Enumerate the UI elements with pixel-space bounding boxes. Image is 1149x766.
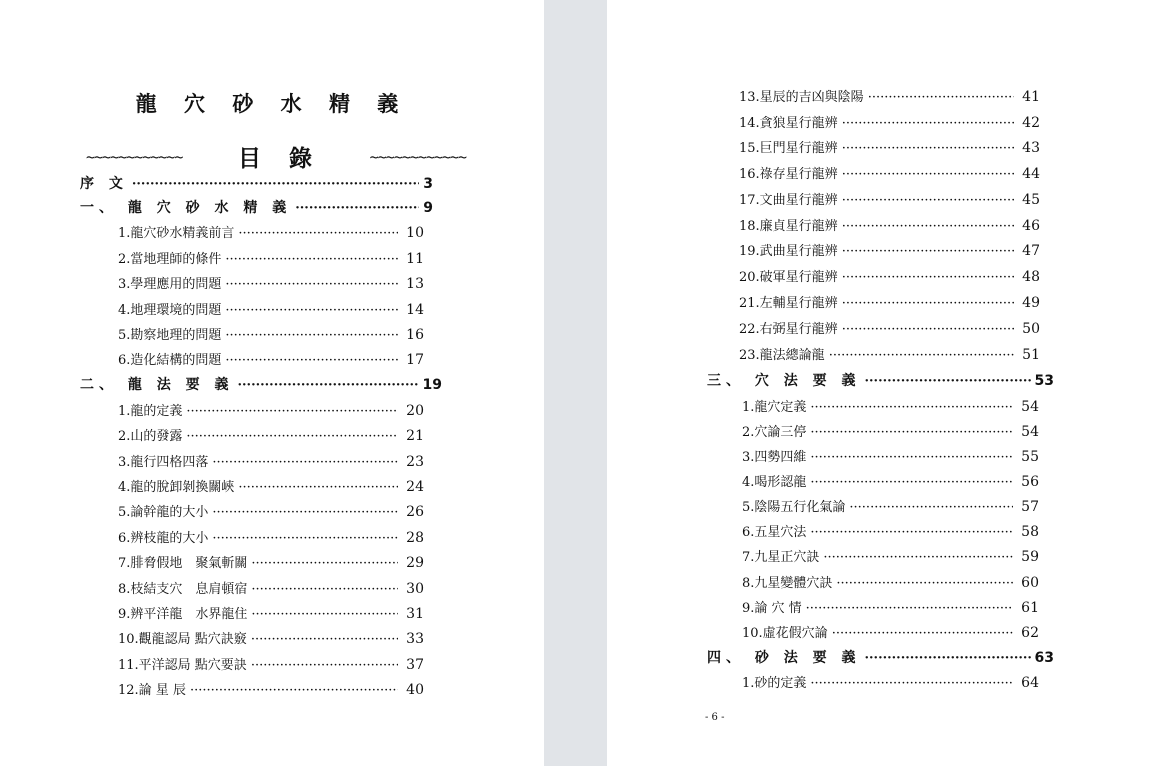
toc-entry-page: 21 (406, 428, 424, 444)
toc-entry-label: 二、 龍 法 要 義 (80, 377, 234, 393)
toc-entry-page: 19 (422, 377, 442, 393)
toc-entry-label: 7.腓脅假地 聚氣斬關 (118, 556, 248, 571)
toc-entry-label: 13.星辰的吉凶與陰陽 (739, 90, 864, 105)
leader-dots (842, 167, 1014, 182)
toc-entry[interactable] (742, 446, 1039, 465)
toc-entry[interactable] (739, 344, 1040, 363)
leader-dots (849, 500, 1013, 515)
leader-dots (225, 328, 398, 343)
toc-entry[interactable] (739, 137, 1040, 156)
toc-entry-label: 1.龍的定義 (118, 404, 183, 419)
toc-entry[interactable] (118, 628, 424, 647)
toc-entry-page: 29 (406, 555, 424, 571)
toc-entry[interactable] (739, 112, 1040, 131)
leader-dots (810, 400, 1013, 415)
toc-entry-label: 11.平洋認局 點穴要訣 (118, 658, 247, 673)
toc-entry-label: 18.廉貞星行龍辨 (739, 219, 838, 234)
toc-entry-page: 49 (1022, 295, 1040, 311)
toc-entry-page: 13 (406, 276, 424, 292)
toc-entry[interactable] (742, 622, 1039, 641)
toc-entry-page: 46 (1022, 218, 1040, 234)
toc-entry-label: 17.文曲星行龍辨 (739, 193, 838, 208)
toc-entry[interactable] (739, 215, 1040, 234)
toc-entry[interactable] (118, 273, 424, 292)
toc-entry[interactable] (742, 672, 1039, 691)
toc-entry[interactable] (742, 572, 1039, 591)
toc-entry[interactable] (739, 266, 1040, 285)
toc-entry-page: 37 (406, 657, 424, 673)
left-page (0, 0, 544, 766)
toc-entry-page: 26 (406, 504, 424, 520)
toc-entry-label: 5.勘察地理的問題 (118, 328, 222, 343)
toc-entry-page: 43 (1022, 140, 1040, 156)
tilde-divider-right: ~~~~~~~~~~~~ (369, 147, 466, 166)
leader-dots (865, 650, 1031, 666)
toc-entry-label: 序 文 (80, 176, 128, 192)
toc-entry-page: 31 (406, 606, 424, 622)
toc-entry-page: 57 (1021, 499, 1039, 515)
toc-entry-page: 24 (406, 479, 424, 495)
toc-entry[interactable] (118, 476, 424, 495)
leader-dots (186, 404, 398, 419)
leader-dots (190, 683, 398, 698)
toc-entry-page: 62 (1021, 625, 1039, 641)
toc-section-2[interactable] (80, 374, 442, 394)
toc-entry[interactable] (742, 546, 1039, 565)
toc-entry-page: 40 (406, 682, 424, 698)
toc-entry-page: 20 (406, 403, 424, 419)
leader-dots (836, 576, 1013, 591)
toc-section-3[interactable] (707, 370, 1054, 390)
leader-dots (810, 676, 1013, 691)
toc-entry-page: 42 (1022, 115, 1040, 131)
toc-entry[interactable] (118, 299, 424, 318)
toc-entry-label: 22.右弼星行龍辨 (739, 322, 838, 337)
toc-entry[interactable] (118, 451, 424, 470)
toc-entry-label: 9.論 穴 情 (742, 601, 802, 616)
leader-dots (251, 607, 398, 622)
leader-dots (225, 353, 398, 368)
toc-entry-label: 5.陰陽五行化氣論 (742, 500, 846, 515)
toc-entry-page: 30 (406, 581, 424, 597)
right-page (607, 0, 1149, 766)
leader-dots (810, 475, 1013, 490)
toc-entry-page: 16 (406, 327, 424, 343)
toc-entry-label: 3.四勢四維 (742, 450, 807, 465)
toc-entry-label: 15.巨門星行龍辨 (739, 141, 838, 156)
toc-entry-label: 14.貪狼星行龍辨 (739, 116, 838, 131)
toc-entry-label: 5.論幹龍的大小 (118, 505, 209, 520)
toc-entry-page: 54 (1021, 399, 1039, 415)
toc-entry-page: 55 (1021, 449, 1039, 465)
toc-entry-page: 3 (423, 176, 433, 192)
toc-entry-label: 2.山的發露 (118, 429, 183, 444)
leader-dots (842, 116, 1014, 131)
toc-entry-label: 7.九星正穴訣 (742, 550, 820, 565)
toc-entry-label: 8.九星變體穴訣 (742, 576, 833, 591)
book-title: 龍 穴 砂 水 精 義 (135, 91, 409, 116)
toc-entry-label: 2.當地理師的條件 (118, 252, 222, 267)
leader-dots (225, 303, 398, 318)
toc-heading: 目 錄 (237, 145, 322, 172)
leader-dots (225, 252, 398, 267)
toc-entry-page: 56 (1021, 474, 1039, 490)
leader-dots (810, 425, 1013, 440)
toc-entry-label: 2.穴論三停 (742, 425, 807, 440)
toc-entry[interactable] (742, 471, 1039, 490)
leader-dots (212, 455, 398, 470)
toc-entry-page: 61 (1021, 600, 1039, 616)
toc-entry[interactable] (118, 603, 424, 622)
toc-entry[interactable] (742, 421, 1039, 440)
leader-dots (212, 531, 398, 546)
toc-entry-label: 21.左輔星行龍辨 (739, 296, 838, 311)
toc-entry-label: 1.龍穴定義 (742, 400, 807, 415)
toc-entry[interactable] (118, 679, 424, 698)
leader-dots (842, 322, 1014, 337)
toc-entry[interactable] (739, 240, 1040, 259)
leader-dots (842, 141, 1014, 156)
toc-entry-page: 28 (406, 530, 424, 546)
toc-entry-page: 47 (1022, 243, 1040, 259)
toc-entry-page: 33 (406, 631, 424, 647)
toc-entry-page: 48 (1022, 269, 1040, 285)
leader-dots (238, 480, 398, 495)
toc-entry-page: 17 (406, 352, 424, 368)
toc-entry-page: 51 (1022, 347, 1040, 363)
toc-entry-label: 3.學理應用的問題 (118, 277, 222, 292)
toc-entry-page: 11 (406, 251, 424, 267)
toc-entry-label: 3.龍行四格四落 (118, 455, 209, 470)
toc-entry-page: 9 (423, 200, 433, 216)
toc-entry-label: 10.觀龍認局 點穴訣竅 (118, 632, 247, 647)
toc-entry-page: 58 (1021, 524, 1039, 540)
toc-entry[interactable] (739, 163, 1040, 182)
toc-entry[interactable] (118, 527, 424, 546)
toc-entry-label: 四、 砂 法 要 義 (707, 650, 861, 666)
leader-dots (238, 377, 419, 393)
toc-entry-page: 44 (1022, 166, 1040, 182)
leader-dots (842, 193, 1014, 208)
leader-dots (842, 244, 1014, 259)
toc-entry-label: 6.造化結構的問題 (118, 353, 222, 368)
toc-entry-label: 4.龍的脫卸剝換關峽 (118, 480, 235, 495)
toc-entry[interactable] (118, 400, 424, 419)
toc-entry[interactable] (118, 578, 424, 597)
toc-entry[interactable] (742, 521, 1039, 540)
toc-entry-label: 20.破軍星行龍辨 (739, 270, 838, 285)
toc-entry[interactable] (118, 425, 424, 444)
leader-dots (806, 601, 1013, 616)
toc-entry[interactable] (742, 496, 1039, 515)
toc-entry-label: 16.祿存星行龍辨 (739, 167, 838, 182)
toc-entry[interactable] (739, 292, 1040, 311)
toc-entry-page: 23 (406, 454, 424, 470)
toc-entry[interactable] (742, 396, 1039, 415)
toc-entry-label: 6.辨枝龍的大小 (118, 531, 209, 546)
toc-entry-preface[interactable] (80, 173, 433, 193)
leader-dots (810, 450, 1013, 465)
leader-dots (295, 200, 419, 216)
toc-entry-label: 19.武曲星行龍辨 (739, 244, 838, 259)
toc-entry[interactable] (118, 654, 424, 673)
toc-entry-label: 12.論 星 辰 (118, 683, 186, 698)
toc-entry-label: 4.地理環境的問題 (118, 303, 222, 318)
toc-entry[interactable] (118, 222, 424, 241)
leader-dots (251, 632, 398, 647)
toc-entry[interactable] (118, 552, 424, 571)
toc-entry-label: 4.喝形認龍 (742, 475, 807, 490)
toc-entry-page: 54 (1021, 424, 1039, 440)
leader-dots (829, 348, 1014, 363)
toc-entry-label: 1.砂的定義 (742, 676, 807, 691)
leader-dots (186, 429, 398, 444)
leader-dots (842, 270, 1014, 285)
leader-dots (251, 556, 398, 571)
leader-dots (212, 505, 398, 520)
leader-dots (842, 219, 1014, 234)
leader-dots (251, 582, 398, 597)
toc-entry-label: 8.枝結支穴 息肩頓宿 (118, 582, 248, 597)
toc-entry[interactable] (118, 324, 424, 343)
toc-entry[interactable] (739, 318, 1040, 337)
leader-dots (832, 626, 1013, 641)
page-number: - 6 - (705, 712, 725, 723)
toc-entry[interactable] (742, 597, 1039, 616)
toc-entry-label: 1.龍穴砂水精義前言 (118, 226, 235, 241)
toc-entry-page: 63 (1034, 650, 1054, 666)
leader-dots (238, 226, 398, 241)
toc-entry[interactable] (739, 86, 1040, 105)
tilde-divider-left: ~~~~~~~~~~~~ (86, 147, 183, 166)
toc-entry[interactable] (118, 349, 424, 368)
toc-entry-label: 23.龍法總論龍 (739, 348, 825, 363)
toc-entry-page: 41 (1022, 89, 1040, 105)
toc-entry-page: 60 (1021, 575, 1039, 591)
toc-entry-page: 64 (1021, 675, 1039, 691)
toc-entry-label: 三、 穴 法 要 義 (707, 373, 861, 389)
toc-entry-page: 45 (1022, 192, 1040, 208)
toc-entry-page: 50 (1022, 321, 1040, 337)
toc-entry-label: 9.辨平洋龍 水界龍住 (118, 607, 248, 622)
toc-entry-page: 53 (1034, 373, 1054, 389)
page-gutter (544, 0, 607, 766)
leader-dots (823, 550, 1013, 565)
leader-dots (810, 525, 1013, 540)
toc-entry[interactable] (739, 189, 1040, 208)
leader-dots (842, 296, 1014, 311)
toc-entry[interactable] (118, 248, 424, 267)
toc-section-4[interactable] (707, 647, 1054, 667)
leader-dots (865, 373, 1031, 389)
toc-entry-page: 10 (406, 225, 424, 241)
toc-entry-label: 一、 龍 穴 砂 水 精 義 (80, 200, 292, 216)
toc-entry-label: 10.虛花假穴論 (742, 626, 828, 641)
toc-heading-line (86, 140, 466, 173)
toc-entry[interactable] (118, 501, 424, 520)
leader-dots (225, 277, 398, 292)
leader-dots (132, 176, 419, 192)
toc-entry-label: 6.五星穴法 (742, 525, 807, 540)
leader-dots (868, 90, 1014, 105)
toc-entry-page: 59 (1021, 549, 1039, 565)
leader-dots (251, 658, 398, 673)
toc-entry-page: 14 (406, 302, 424, 318)
toc-section-1[interactable] (80, 197, 433, 217)
